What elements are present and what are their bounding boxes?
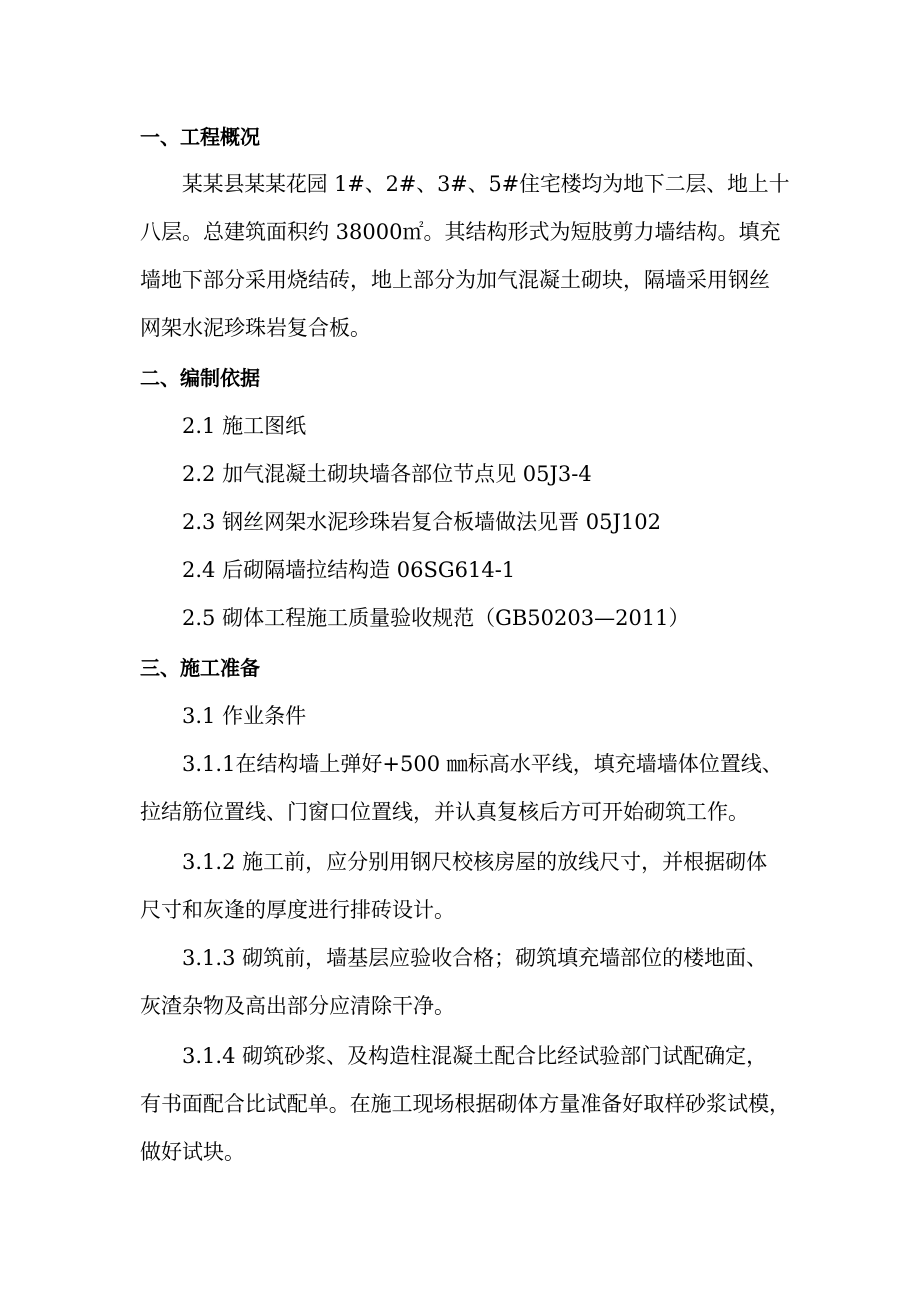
section-heading-overview: 一、工程概况: [140, 125, 260, 149]
paragraph-line: 3.1.3 砌筑前，墙基层应验收合格；砌筑填充墙部位的楼地面、: [182, 946, 768, 970]
paragraph-line: 3.1.4 砌筑砂浆、及构造柱混凝土配合比经试验部门试配确定，: [182, 1044, 768, 1068]
paragraph-line: 墙地下部分采用烧结砖，地上部分为加气混凝土砌块，隔墙采用钢丝: [140, 268, 770, 292]
paragraph-line: 八层。总建筑面积约 38000㎡。其结构形式为短肢剪力墙结构。填充: [140, 220, 781, 244]
list-item: 2.3 钢丝网架水泥珍珠岩复合板墙做法见晋 05J102: [182, 510, 661, 534]
list-item: 2.4 后砌隔墙拉结构造 06SG614-1: [182, 558, 516, 582]
section-heading-basis: 二、编制依据: [140, 366, 260, 390]
list-item: 2.1 施工图纸: [182, 414, 307, 438]
paragraph-line: 有书面配合比试配单。在施工现场根据砌体方量准备好取样砂浆试模，: [140, 1092, 791, 1116]
paragraph-line: 3.1.1在结构墙上弹好+500 ㎜标高水平线，填充墙墙体位置线、: [182, 752, 783, 776]
section-heading-preparation: 三、施工准备: [140, 656, 260, 680]
list-item: 2.5 砌体工程施工质量验收规范（GB50203—2011）: [182, 606, 690, 630]
paragraph-line: 某某县某某花园 1#、2#、3#、5#住宅楼均为地下二层、地上十: [182, 172, 790, 196]
paragraph-line: 做好试块。: [140, 1140, 245, 1164]
sub-heading: 3.1 作业条件: [182, 704, 307, 728]
paragraph-line: 尺寸和灰逢的厚度进行排砖设计。: [140, 898, 455, 922]
list-item: 2.2 加气混凝土砌块墙各部位节点见 05J3-4: [182, 462, 592, 486]
paragraph-line: 灰渣杂物及高出部分应清除干净。: [140, 994, 455, 1018]
paragraph-line: 3.1.2 施工前，应分别用钢尺校核房屋的放线尺寸，并根据砌体: [182, 850, 768, 874]
paragraph-line: 网架水泥珍珠岩复合板。: [140, 316, 371, 340]
paragraph-line: 拉结筋位置线、门窗口位置线，并认真复核后方可开始砌筑工作。: [140, 800, 749, 824]
